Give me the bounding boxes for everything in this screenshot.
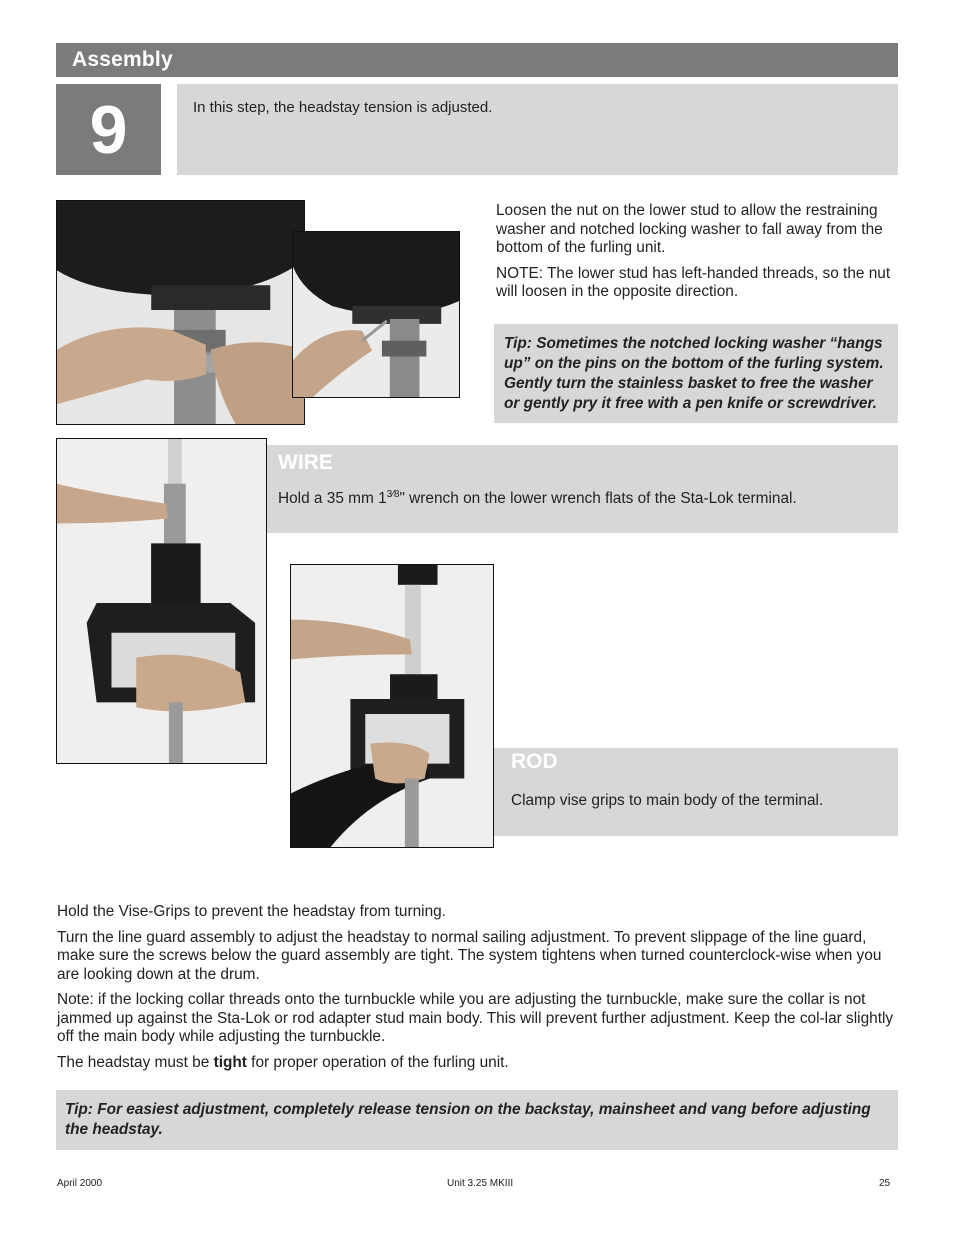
headstay-text-after: for proper operation of the furling unit. bbox=[246, 1053, 509, 1071]
footer-unit: Unit 3.25 MKIII bbox=[447, 1178, 514, 1189]
wire-panel bbox=[267, 445, 898, 533]
locking-collar-note: Note: if the locking collar threads onto the turnbuckle while you are adjusting the turnbuckle, make sure the collar is not jammed up against the Sta-Lok or rod adapter stud main body. This will prevent further adjustment. Keep the col-lar slightly off the main body while adjusting the turnbuckle. bbox=[57, 991, 894, 1045]
wire-text-after: " wrench on the lower wrench flats of the Sta-Lok terminal. bbox=[399, 490, 797, 508]
wire-title: WIRE bbox=[278, 451, 333, 474]
headstay-text-before: The headstay must be bbox=[57, 1053, 214, 1071]
adjustment-instructions bbox=[57, 903, 897, 1079]
wire-fraction: 3⁄8 bbox=[386, 489, 400, 500]
photo-rod-vise-grips bbox=[290, 564, 494, 848]
step-intro-text: In this step, the headstay tension is adjusted. bbox=[193, 99, 493, 116]
footer-page-number: 25 bbox=[879, 1178, 891, 1189]
turn-line-guard-paragraph: Turn the line guard assembly to adjust the headstay to normal sailing adjustment. To prevent slippage of the line guard, make sure the screws below the guard assembly are tight. The system tightens when turned counterclock-wise when you are looking down at the drum. bbox=[57, 928, 882, 983]
photo-pry-washer bbox=[292, 231, 460, 398]
left-hand-thread-note: NOTE: The lower stud has left-handed threads, so the nut will loosen in the opposite direction. bbox=[496, 264, 891, 300]
hold-vise-grips-paragraph: Hold the Vise-Grips to prevent the headstay from turning. bbox=[57, 903, 446, 920]
section-header bbox=[56, 43, 898, 77]
step-number: 9 bbox=[89, 91, 128, 168]
tip-release-tension-text: Tip: For easiest adjustment, completely release tension on the backstay, mainsheet and vang before adjusting the headstay. bbox=[65, 1101, 871, 1138]
step-intro-box bbox=[177, 84, 898, 175]
photo-loosen-nut bbox=[56, 200, 305, 425]
section-title: Assembly bbox=[72, 48, 173, 71]
photo-wire-wrench bbox=[56, 438, 267, 764]
loosen-instructions bbox=[496, 202, 900, 309]
tip-locking-washer bbox=[494, 324, 898, 423]
headstay-tight-paragraph bbox=[57, 1054, 897, 1073]
rod-panel bbox=[494, 748, 898, 836]
footer-date: April 2000 bbox=[57, 1178, 103, 1189]
tip-locking-washer-text: Tip: Sometimes the notched locking washer “hangs up” on the pins on the bottom of the furling system. Gently turn the stainless basket to free the washer or gently pry it free with a pen knife or screwdriver. bbox=[504, 335, 884, 412]
rod-instruction: Clamp vise grips to main body of the terminal. bbox=[511, 792, 824, 809]
headstay-tight-emphasis: tight bbox=[213, 1053, 247, 1071]
wire-text-before: Hold a 35 mm 1 bbox=[278, 490, 387, 508]
tip-release-tension bbox=[56, 1090, 898, 1150]
rod-title: ROD bbox=[511, 750, 558, 773]
wire-instruction bbox=[278, 489, 898, 508]
loosen-paragraph: Loosen the nut on the lower stud to allow the restraining washer and notched locking washer to fall away from the bottom of the furling unit. bbox=[496, 202, 883, 256]
step-number-box bbox=[56, 84, 161, 175]
